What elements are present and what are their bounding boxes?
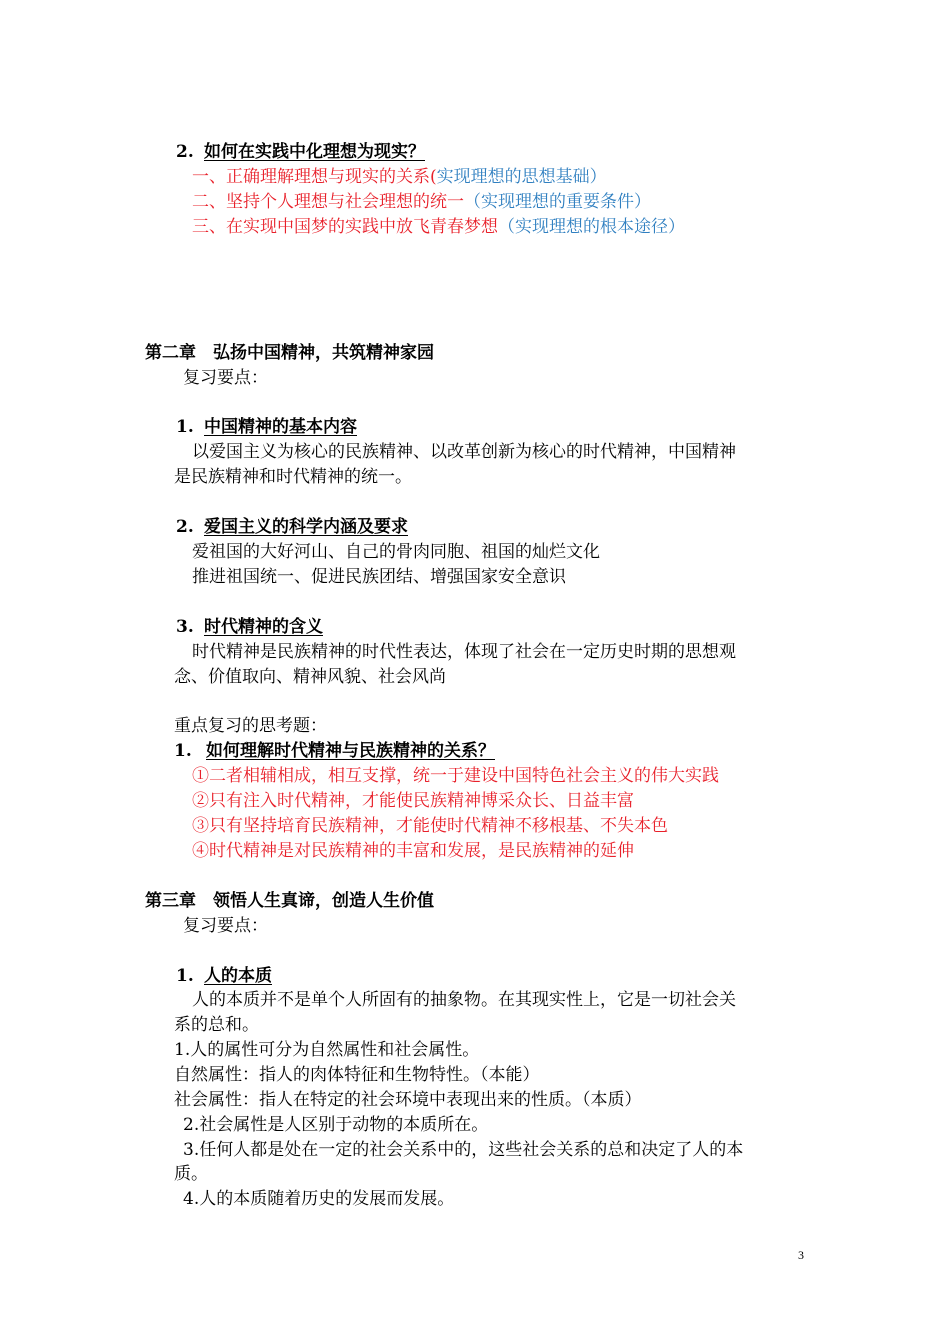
question-title: 如何理解时代精神与民族精神的关系？: [206, 741, 495, 761]
answer-item: [192, 215, 685, 239]
review-label: 复习要点：: [183, 368, 268, 388]
answer-item: ②只有注入时代精神，才能使民族精神博采众长、日益丰富: [192, 791, 634, 811]
question-heading: [174, 739, 495, 763]
section-heading: [176, 415, 357, 439]
answer-main: 二、坚持个人理想与社会理想的统一: [192, 192, 464, 212]
section-title: 人的本质: [204, 966, 272, 986]
answer-main: 三、在实现中国梦的实践中放飞青春梦想: [192, 217, 498, 237]
section-number: 2.: [176, 517, 194, 537]
paragraph-line: 爱祖国的大好河山、自己的骨肉同胞、祖国的灿烂文化: [192, 542, 600, 562]
paragraph-line: 2.社会属性是人区别于动物的本质所在。: [183, 1115, 489, 1135]
section-heading: [176, 964, 272, 988]
section-title: 中国精神的基本内容: [204, 417, 357, 437]
paragraph-line: 推进祖国统一、促进民族团结、增强国家安全意识: [192, 567, 566, 587]
question-number: 2.: [176, 142, 194, 162]
paragraph-line: 自然属性：指人的肉体特征和生物特性。（本能）: [174, 1065, 540, 1085]
answer-note: （实现理想的根本途径）: [498, 217, 685, 237]
paragraph-line: 念、价值取向、精神风貌、社会风尚: [174, 667, 446, 687]
section-heading: [176, 515, 408, 539]
paragraph-line: 系的总和。: [174, 1015, 259, 1035]
paragraph-line: 3.任何人都是处在一定的社会关系中的，这些社会关系的总和决定了人的本: [183, 1140, 744, 1160]
answer-note: 实现理想的思想基础）: [436, 167, 607, 187]
question-2-heading: [176, 140, 425, 164]
question-number: 1.: [174, 741, 192, 761]
answer-item: ④时代精神是对民族精神的丰富和发展，是民族精神的延伸: [192, 841, 634, 861]
question-title: 如何在实践中化理想为现实？: [204, 142, 425, 162]
page-number: 3: [798, 1248, 804, 1262]
answer-item: ①二者相辅相成，相互支撑，统一于建设中国特色社会主义的伟大实践: [192, 766, 719, 786]
paragraph-line: 时代精神是民族精神的时代性表达，体现了社会在一定历史时期的思想观: [192, 642, 736, 662]
paragraph-line: 以爱国主义为核心的民族精神、以改革创新为核心的时代精神，中国精神: [192, 442, 736, 462]
section-number: 3.: [176, 617, 194, 637]
section-title: 爱国主义的科学内涵及要求: [204, 517, 408, 537]
section-title: 时代精神的含义: [204, 617, 323, 637]
answer-main: 一、正确理解理想与现实的关系(: [192, 167, 437, 187]
section-number: 1.: [176, 966, 194, 986]
section-heading: [176, 615, 323, 639]
paragraph-line: 是民族精神和时代精神的统一。: [174, 467, 412, 487]
paragraph-line: 社会属性：指人在特定的社会环境中表现出来的性质。（本质）: [174, 1090, 642, 1110]
answer-note: （实现理想的重要条件）: [464, 192, 651, 212]
paragraph-line: 4.人的本质随着历史的发展而发展。: [183, 1189, 455, 1209]
paragraph-line: 人的本质并不是单个人所固有的抽象物。在其现实性上，它是一切社会关: [192, 990, 736, 1010]
chapter-2-title: 第二章 弘扬中国精神，共筑精神家园: [145, 343, 434, 363]
chapter-3-title: 第三章 领悟人生真谛，创造人生价值: [145, 891, 434, 911]
section-number: 1.: [176, 417, 194, 437]
think-label: 重点复习的思考题：: [174, 716, 327, 736]
review-label: 复习要点：: [183, 916, 268, 936]
answer-item: [192, 165, 607, 189]
paragraph-line: 质。: [174, 1164, 208, 1184]
answer-item: [192, 190, 651, 214]
answer-item: ③只有坚持培育民族精神，才能使时代精神不移根基、不失本色: [192, 816, 668, 836]
paragraph-line: 1.人的属性可分为自然属性和社会属性。: [174, 1040, 480, 1060]
